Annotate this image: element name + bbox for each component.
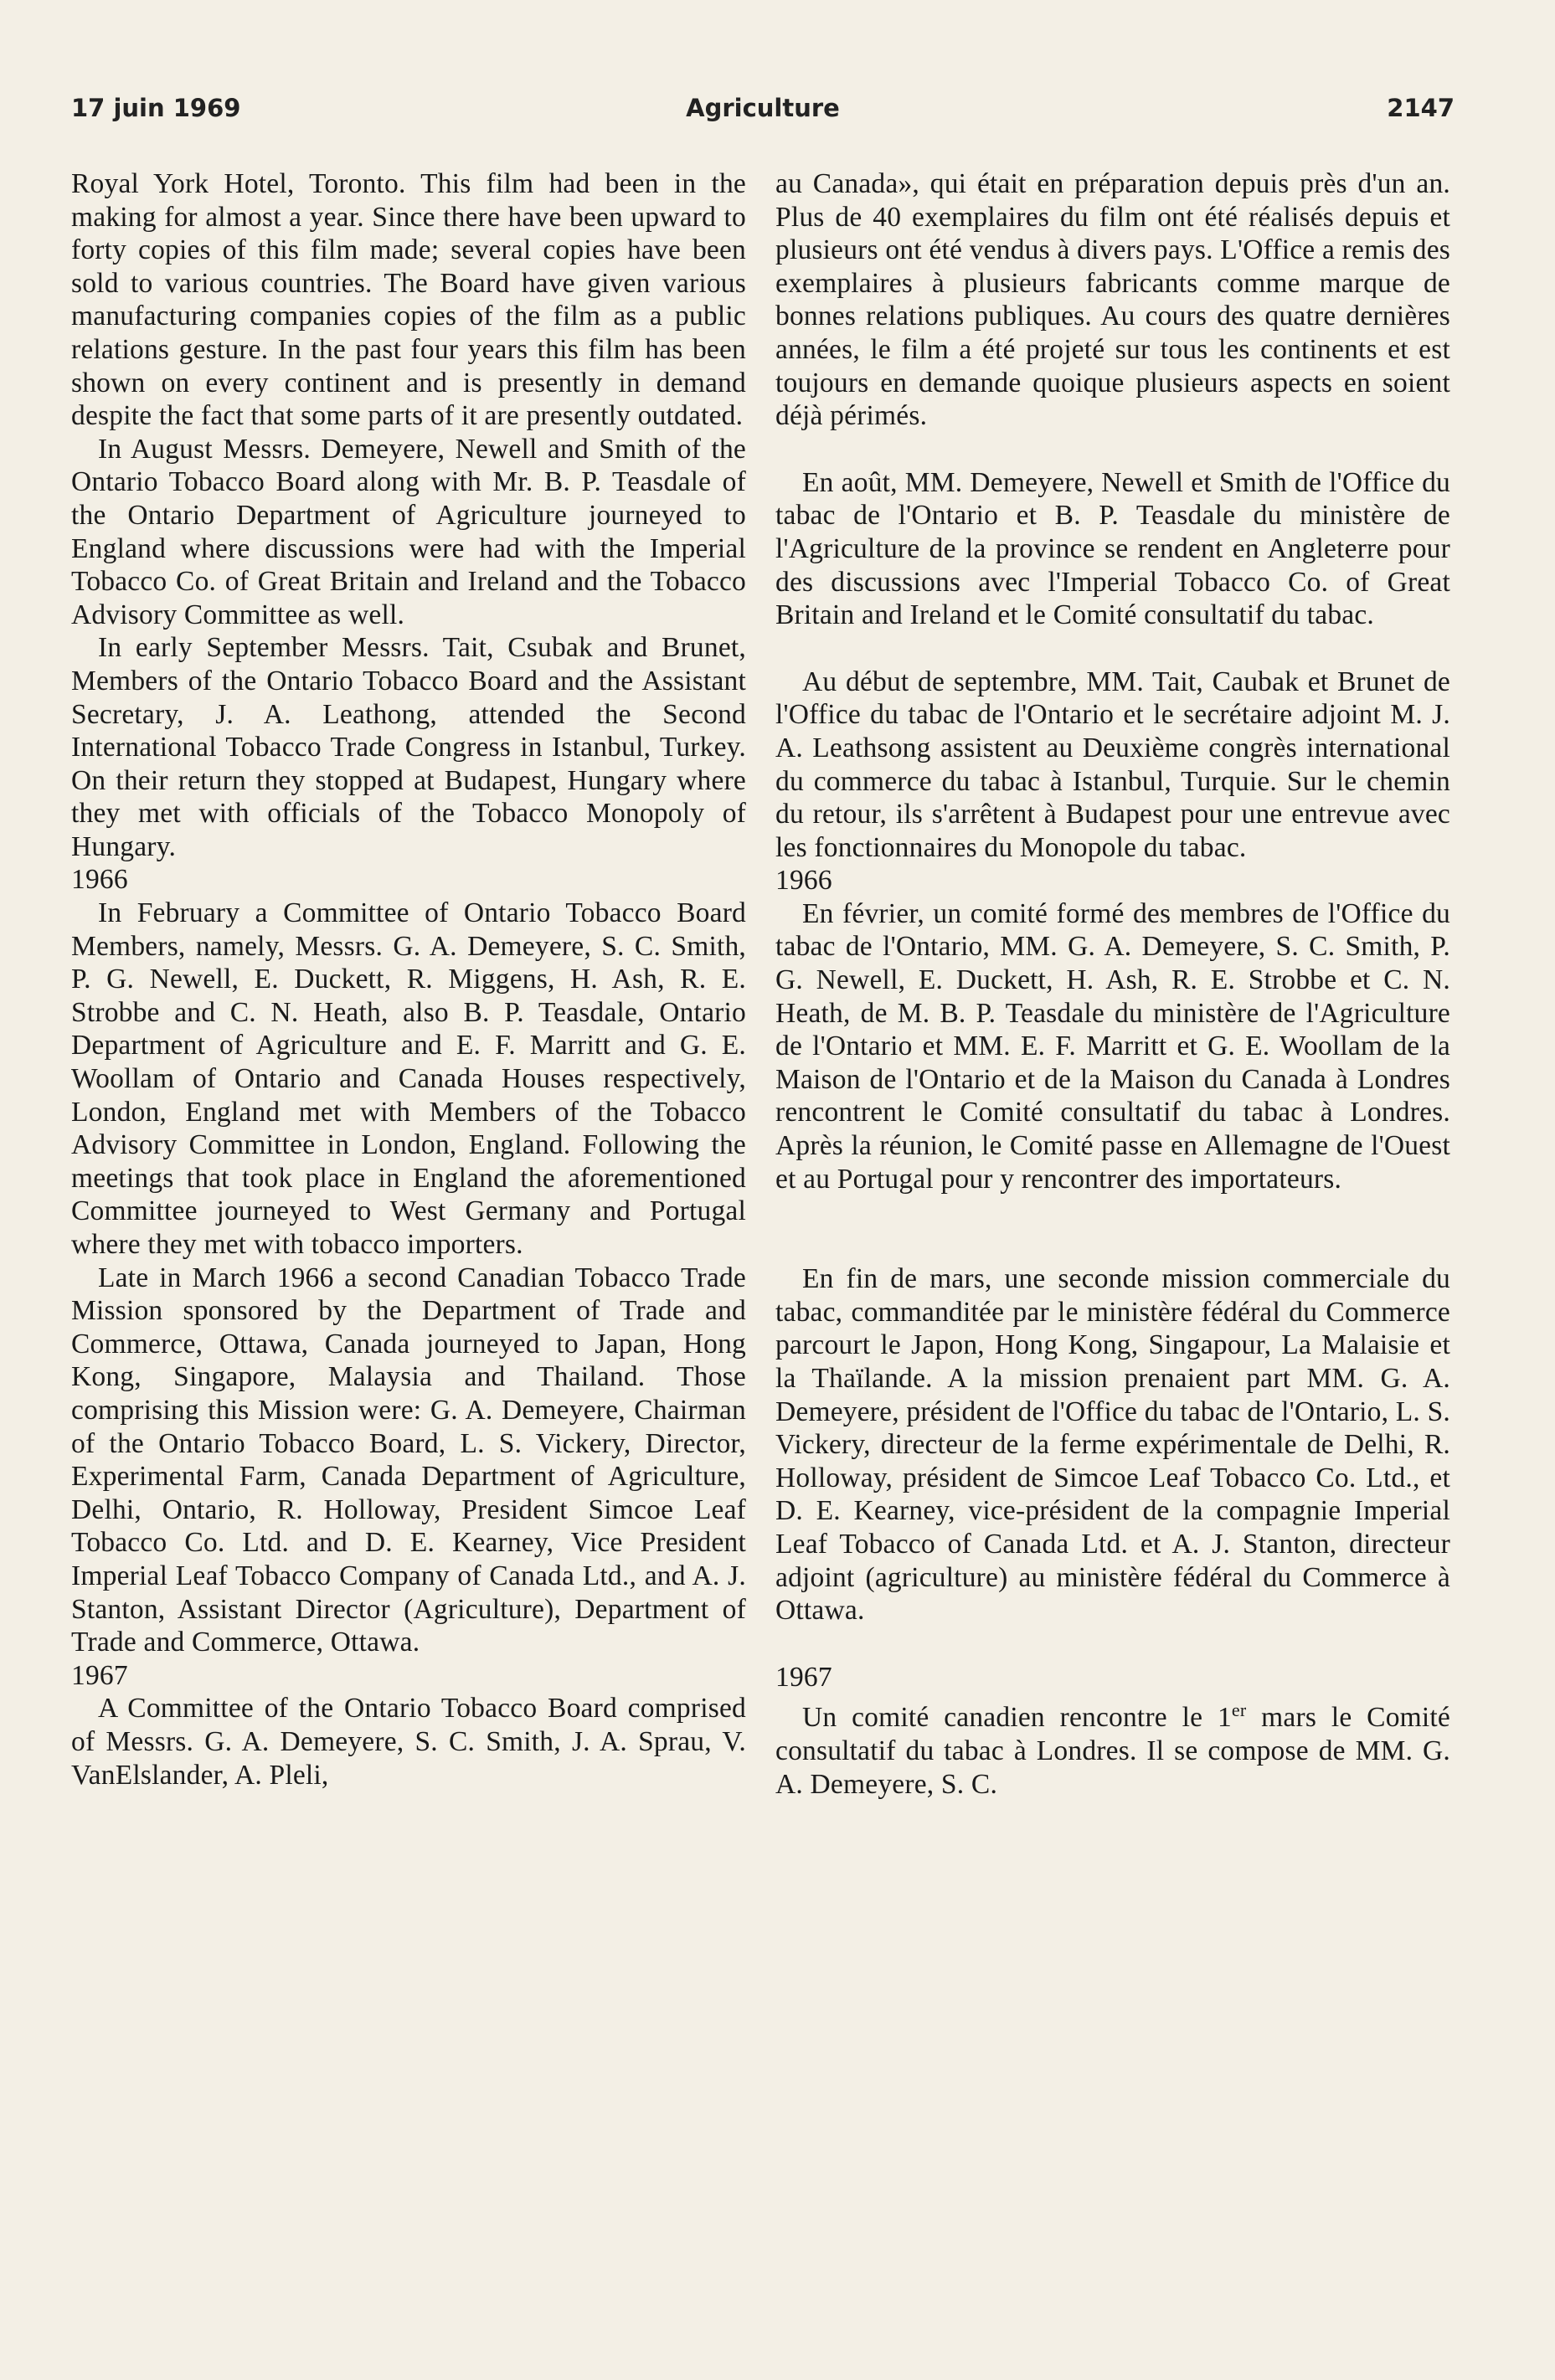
fr-paragraph-committee-1967 (775, 1694, 1450, 1801)
en-year-1967: 1967 (71, 1659, 128, 1691)
fr-year-1967: 1967 (775, 1661, 832, 1693)
page-header (71, 94, 1455, 136)
en-paragraph-trade-mission: Late in March 1966 a second Canadian Tobacco Trade Mission sponsored by the Department of Trade and Commerce, Ottawa, Canada journeyed to Japan, Hong Kong, Singapore, Malaysia and Thailand. Those comprising this Mission were: G. A. Demeyere, Chairman of the Ontario Tobacco Board, L. S. Vickery, Director, Experimental Farm, Canada Department of Agriculture, Delhi, Ontario, R. Holloway, President Simcoe Leaf Tobacco Co. Ltd. and D. E. Kearney, Vice President Imperial Leaf Tobacco Company of Canada Ltd., and A. J. Stanton, Assistant Director (Agriculture), Department of Trade and Commerce, Ottawa. (71, 1262, 746, 1658)
fr-committee-text-end: mars le Comité consultatif du tabac à Londres. Il se compose de MM. G. A. Demeyere, S. C. (775, 1702, 1450, 1800)
french-column (775, 167, 1450, 1801)
fr-paragraph-september: Au début de septembre, MM. Tait, Caubak et Brunet de l'Office du tabac de l'Ontario et le secrétaire adjoint M. J. A. Leathsong assistent au Deuxième congrès international du commerce du tabac à Istanbul, Turquie. Sur le chemin du retour, ils s'arrêtent à Budapest pour une entrevue avec les fonctionnaires du Monopole du tabac. (775, 666, 1450, 863)
fr-ordinal-superscript: er (1231, 1699, 1247, 1721)
english-column (71, 167, 746, 1791)
en-paragraph-august: In August Messrs. Demeyere, Newell and Smith of the Ontario Tobacco Board along with Mr. B. P. Teasdale of the Ontario Department of Agriculture journeyed to England where discussions were had with the Imperial Tobacco Co. of Great Britain and Ireland and the Tobacco Advisory Committee as well. (71, 433, 746, 630)
fr-paragraph-august: En août, MM. Demeyere, Newell et Smith de l'Office du tabac de l'Ontario et B. P. Teasdale du ministère de l'Agriculture de la province se rendent en Angleterre pour des discussions avec l'Imperial Tobacco Co. of Great Britain and Ireland et le Comité consultatif du tabac. (775, 466, 1450, 631)
header-page-number: 2147 (1387, 94, 1455, 122)
en-paragraph-committee-1967: A Committee of the Ontario Tobacco Board comprised of Messrs. G. A. Demeyere, S. C. Smith, J. A. Sprau, V. VanElslander, A. Pleli, (71, 1693, 746, 1791)
fr-year-1966: 1966 (775, 865, 832, 897)
fr-committee-text-start: Un comité canadien rencontre le 1 (802, 1702, 1232, 1734)
fr-paragraph-film: au Canada», qui était en préparation depuis près d'un an. Plus de 40 exemplaires du film ont été réalisés depuis et plusieurs ont été vendus à divers pays. L'Office a remis des exemplaires à plusieurs fabricants comme marque de bonnes relations publiques. Au cours des quatre dernières années, le film a été projeté sur tous les continents et est toujours en demande quoique plusieurs aspects en soient déjà périmés. (775, 168, 1450, 432)
en-paragraph-september: In early September Messrs. Tait, Csubak and Brunet, Members of the Ontario Tobacco Board and the Assistant Secretary, J. A. Leathong, attended the Second International Tobacco Trade Congress in Istanbul, Turkey. On their return they stopped at Budapest, Hungary where they met with officials of the Tobacco Monopoly of Hungary. (71, 632, 746, 862)
en-paragraph-film: Royal York Hotel, Toronto. This film had been in the making for almost a year. Since there have been upward to forty copies of this film made; several copies have been sold to various countries. The Board have given various manufacturing companies copies of the film as a public relations gesture. In the past four years this film has been shown on every continent and is presently in demand despite the fact that some parts of it are presently outdated. (71, 168, 746, 432)
fr-paragraph-trade-mission: En fin de mars, une seconde mission commerciale du tabac, commanditée par le ministère fédéral du Commerce parcourt le Japon, Hong Kong, Singapour, La Malaisie et la Thaïlande. A la mission prenaient part MM. G. A. Demeyere, président de l'Office du tabac de l'Ontario, L. S. Vickery, directeur de la ferme expérimentale de Delhi, R. Holloway, président de Simcoe Leaf Tobacco Co. Ltd., et D. E. Kearney, vice-président de la compagnie Imperial Leaf Tobacco of Canada Ltd. et A. J. Stanton, directeur adjoint (agriculture) au ministère fédéral du Commerce à Ottawa. (775, 1263, 1450, 1627)
en-year-1966: 1966 (71, 864, 128, 896)
header-date: 17 juin 1969 (71, 94, 241, 122)
en-paragraph-february: In February a Committee of Ontario Tobacco Board Members, namely, Messrs. G. A. Demeyere, S. C. Smith, P. G. Newell, E. Duckett, R. Miggens, H. Ash, R. E. Strobbe and C. N. Heath, also B. P. Teasdale, Ontario Department of Agriculture and E. F. Marritt and G. E. Woollam of Ontario and Canada Houses respectively, London, England met with Members of the Tobacco Advisory Committee in London, England. Following the meetings that took place in England the aforementioned Committee journeyed to West Germany and Portugal where they met with tobacco importers. (71, 897, 746, 1260)
fr-paragraph-february: En février, un comité formé des membres de l'Office du tabac de l'Ontario, MM. G. A. Demeyere, S. C. Smith, P. G. Newell, E. Duckett, H. Ash, R. E. Strobbe et C. N. Heath, de M. B. P. Teasdale du ministère de l'Agriculture de l'Ontario et MM. E. F. Marritt et G. E. Woollam de la Maison de l'Ontario et de la Maison du Canada à Londres rencontrent le Comité consultatif du tabac à Londres. Après la réunion, le Comité passe en Allemagne de l'Ouest et au Portugal pour y rencontrer des importateurs. (775, 897, 1450, 1195)
header-section-title: Agriculture (686, 94, 840, 122)
